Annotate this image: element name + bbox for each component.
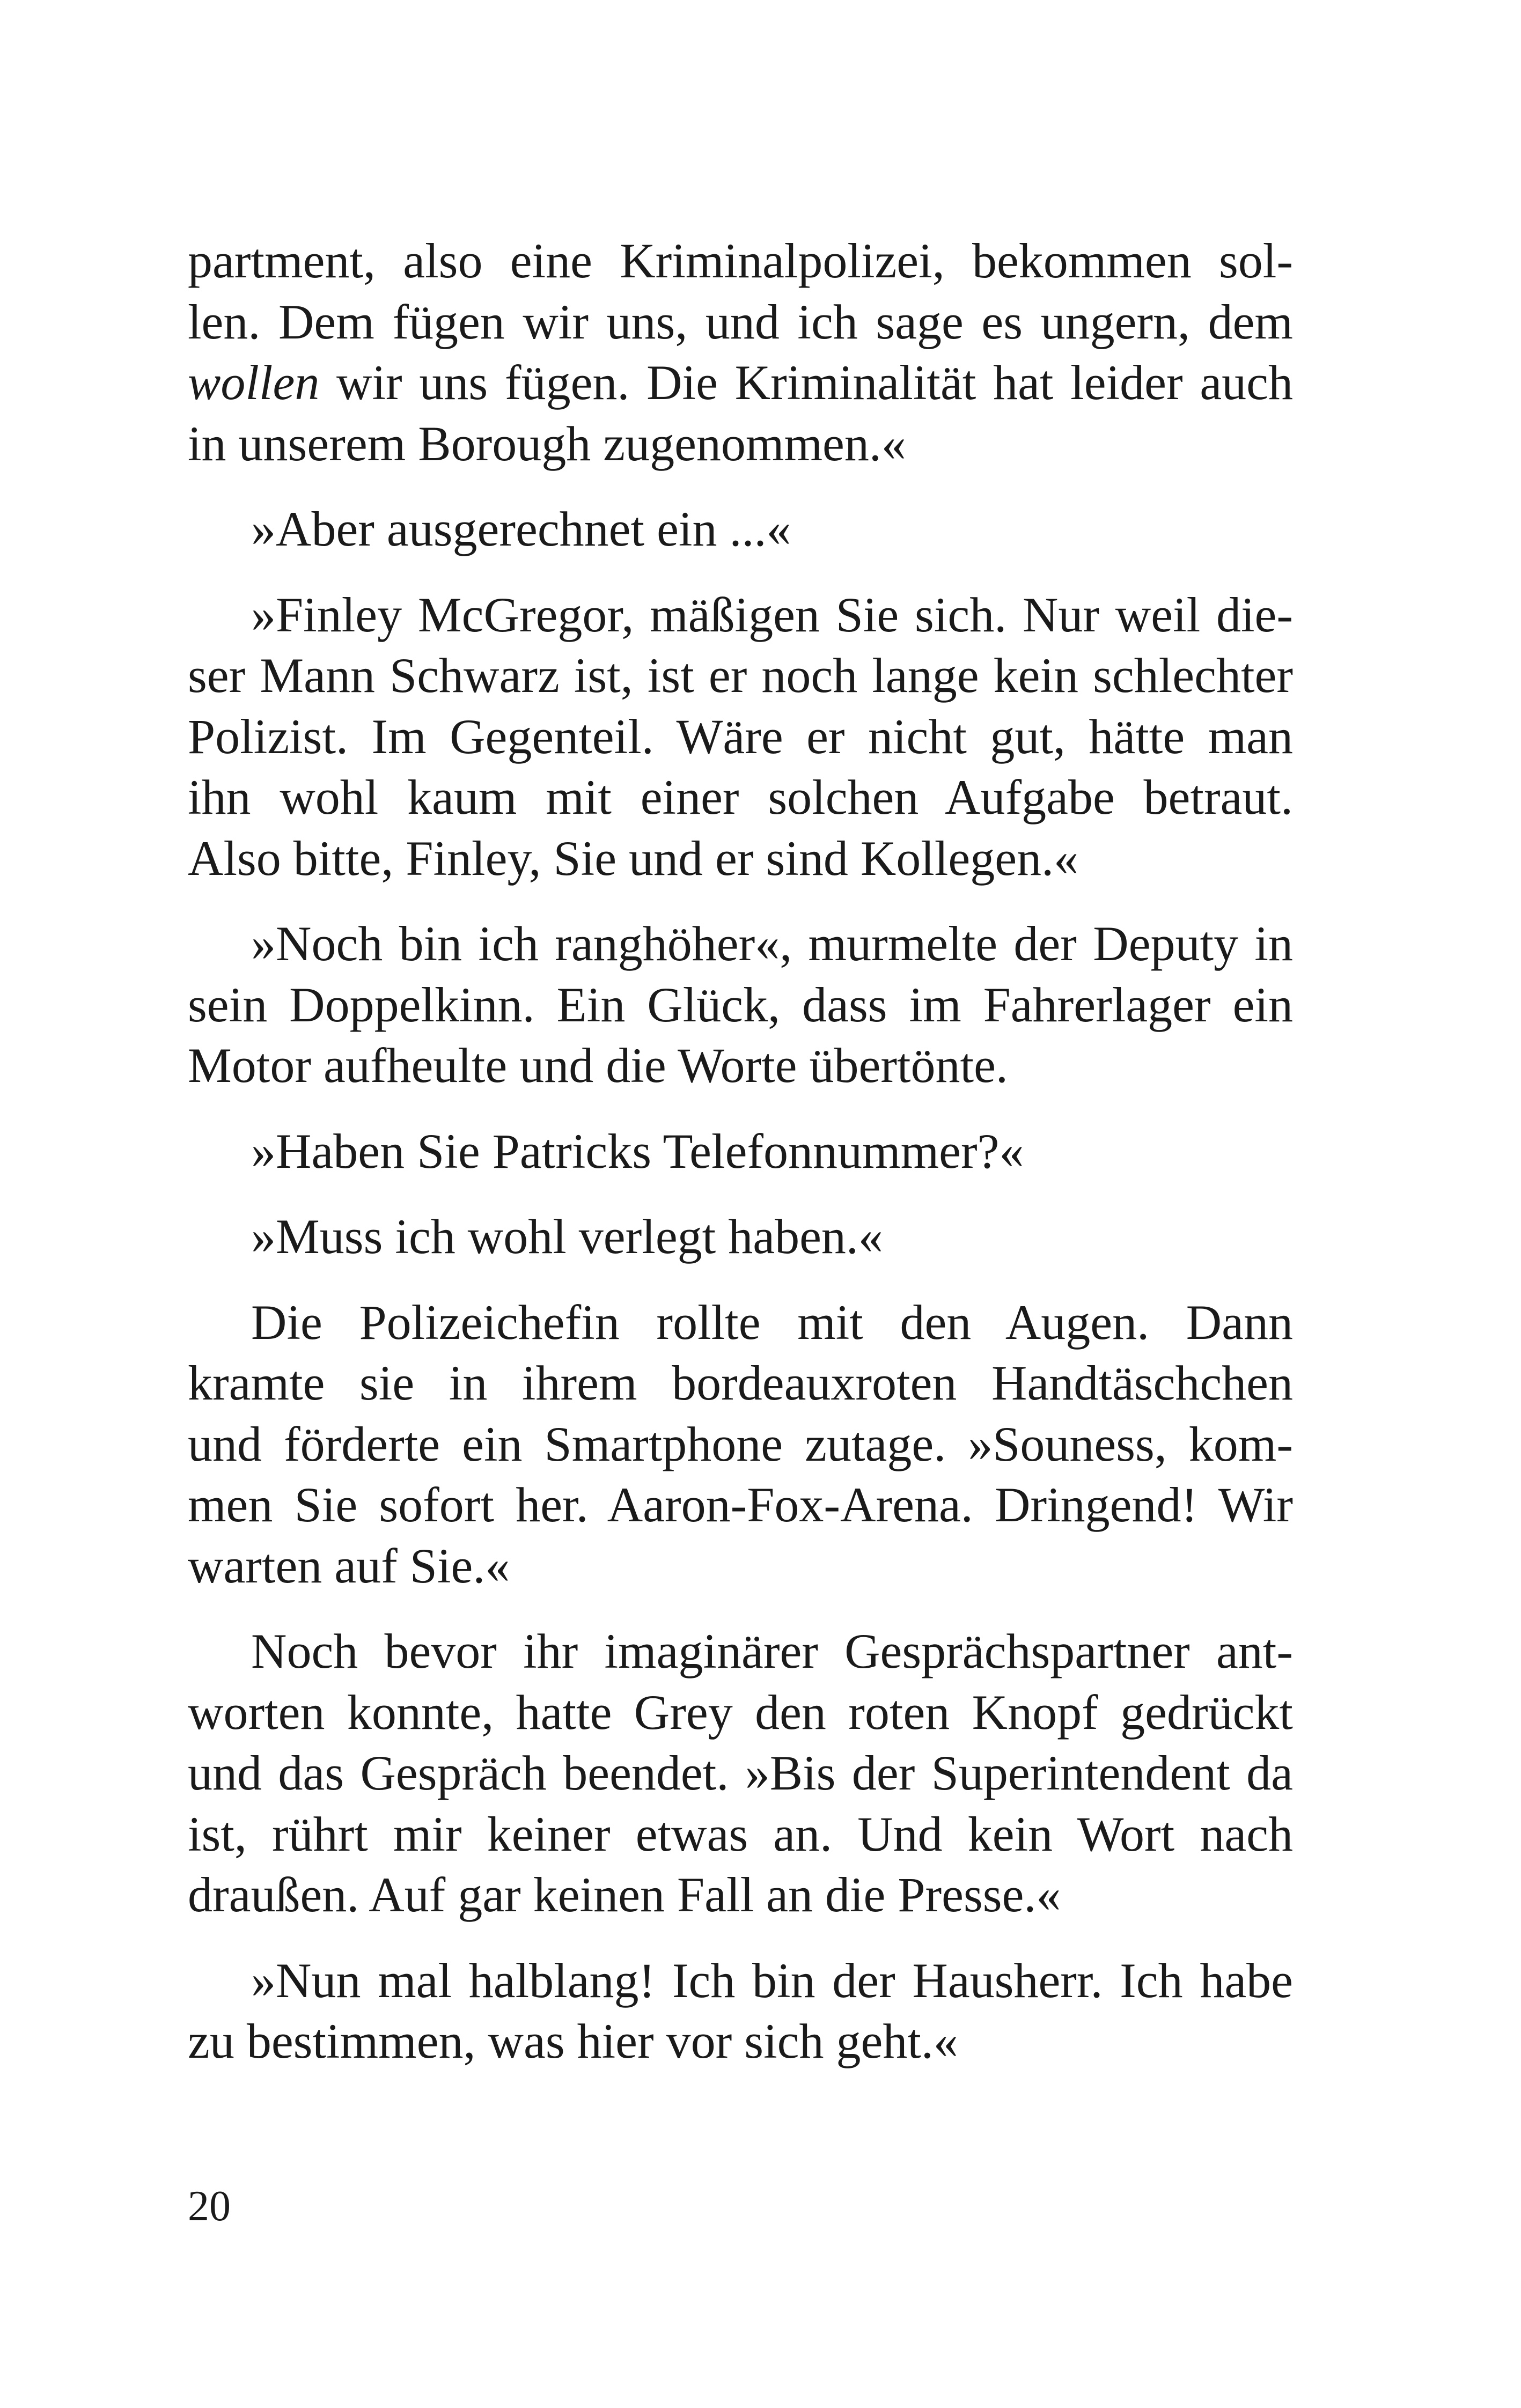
paragraph-4 [188, 914, 1293, 1096]
paragraph-6 [188, 1206, 1293, 1268]
text-line: und förderte ein Smartphone zutage. »Souness, kom- [188, 1416, 1293, 1471]
text-line: Die Polizeichefin rollte mit den Augen. Dann [251, 1294, 1293, 1350]
paragraph-8 [188, 1621, 1293, 1926]
text-line: men Sie sofort her. Aaron-Fox-Arena. Dringend! Wir [188, 1477, 1293, 1532]
text-line: draußen. Auf gar keinen Fall an die Presse.« [188, 1867, 1061, 1922]
text-line: in unserem Borough zugenommen.« [188, 416, 906, 471]
text-line: zu bestimmen, was hier vor sich geht.« [188, 2014, 958, 2068]
text-line: Motor aufheulte und die Worte übertönte. [188, 1038, 1008, 1093]
text-line: worten konnte, hatte Grey den roten Knopf gedrückt [188, 1684, 1293, 1740]
text-line: und das Gespräch beendet. »Bis der Superintendent da [188, 1746, 1293, 1800]
text-line: warten auf Sie.« [188, 1538, 510, 1593]
paragraph-7 [188, 1292, 1293, 1597]
paragraph-3 [188, 585, 1293, 889]
text-line: »Nun mal halblang! Ich bin der Hausherr. Ich habe [251, 1953, 1293, 2008]
text-line: »Muss ich wohl verlegt haben.« [251, 1209, 883, 1264]
text-line: len. Dem fügen wir uns, und ich sage es ungern, dem [188, 294, 1293, 349]
text-line: sein Doppelkinn. Ein Glück, dass im Fahrerlager ein [188, 977, 1293, 1032]
text-line: Noch bevor ihr imaginärer Gesprächspartner ant- [251, 1624, 1293, 1678]
paragraph-2 [188, 499, 1293, 560]
text-line-rest: wir uns fügen. Die Kriminalität hat leider auch [319, 355, 1293, 410]
text-line: Polizist. Im Gegenteil. Wäre er nicht gut, hätte man [188, 709, 1293, 764]
page-body [188, 231, 1293, 2072]
text-line: »Aber ausgerechnet ein ...« [251, 502, 791, 556]
text-line: »Finley McGregor, mäßigen Sie sich. Nur weil die- [251, 587, 1293, 642]
text-line: »Noch bin ich ranghöher«, murmelte der Deputy in [251, 916, 1293, 971]
italic-word: wollen [188, 355, 320, 410]
text-line: ist, rührt mir keiner etwas an. Und kein Wort nach [188, 1806, 1293, 1861]
page-number: 20 [188, 2183, 231, 2230]
text-line: kramte sie in ihrem bordeauxroten Handtäschchen [188, 1356, 1293, 1410]
paragraph-5 [188, 1121, 1293, 1182]
paragraph-9 [188, 1950, 1293, 2072]
text-line: partment, also eine Kriminalpolizei, bekommen sol- [188, 233, 1293, 288]
text-line: Also bitte, Finley, Sie und er sind Kollegen.« [188, 830, 1079, 886]
text-line: ser Mann Schwarz ist, ist er noch lange kein schlechter [188, 648, 1293, 703]
paragraph-1 [188, 231, 1293, 474]
text-line [188, 352, 1293, 414]
text-line: »Haben Sie Patricks Telefonnummer?« [251, 1123, 1024, 1179]
text-line: ihn wohl kaum mit einer solchen Aufgabe betraut. [188, 770, 1293, 824]
